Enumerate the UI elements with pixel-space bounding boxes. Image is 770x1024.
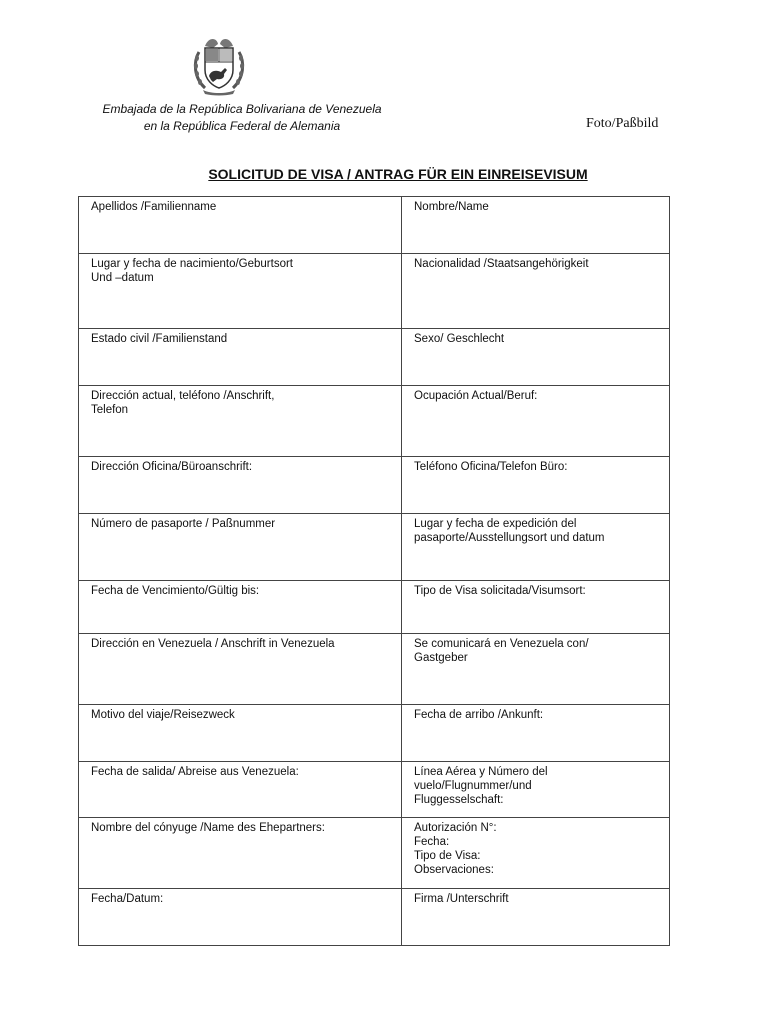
table-row <box>79 254 670 329</box>
form-field-date[interactable] <box>79 889 402 946</box>
table-row <box>79 634 670 705</box>
form-field-departure-date[interactable] <box>79 762 402 818</box>
form-field-occupation[interactable] <box>402 386 670 457</box>
field-label: Telefon <box>91 404 129 416</box>
field-label: Fecha: <box>414 836 450 848</box>
form-field-visa-type[interactable] <box>402 581 670 634</box>
form-field-signature[interactable] <box>402 889 670 946</box>
field-label: Número de pasaporte / Paßnummer <box>91 518 276 530</box>
field-label: Teléfono Oficina/Telefon Büro: <box>414 461 568 473</box>
form-field-passport-number[interactable] <box>79 514 402 581</box>
form-field-expiry-date[interactable] <box>79 581 402 634</box>
field-label: Nombre/Name <box>414 201 489 213</box>
form-field-current-address[interactable] <box>79 386 402 457</box>
embassy-line-1: Embajada de la República Bolivariana de Venezuela <box>102 102 382 116</box>
field-label: Fecha de arribo /Ankunft: <box>414 709 544 721</box>
coat-of-arms-icon <box>191 32 247 96</box>
field-label: pasaporte/Ausstellungsort und datum <box>414 532 605 544</box>
form-title: SOLICITUD DE VISA / ANTRAG FÜR EIN EINREISEVISUM <box>208 166 588 182</box>
embassy-heading <box>82 101 402 135</box>
field-label: Dirección actual, teléfono /Anschrift, <box>91 390 275 402</box>
field-label: Gastgeber <box>414 652 468 664</box>
field-label: Fecha/Datum: <box>91 893 164 905</box>
form-field-venezuela-address[interactable] <box>79 634 402 705</box>
field-label: Fecha de Vencimiento/Gültig bis: <box>91 585 260 597</box>
photo-label: Foto/Paßbild <box>586 116 659 131</box>
form-field-nationality[interactable] <box>402 254 670 329</box>
field-label: Dirección en Venezuela / Anschrift in Venezuela <box>91 638 335 650</box>
form-field-sex[interactable] <box>402 329 670 386</box>
form-field-birth-place-date[interactable] <box>79 254 402 329</box>
field-label: Lugar y fecha de expedición del <box>414 518 577 530</box>
field-label: Dirección Oficina/Büroanschrift: <box>91 461 253 473</box>
table-row <box>79 705 670 762</box>
field-label: Tipo de Visa: <box>414 850 481 862</box>
form-field-arrival-date[interactable] <box>402 705 670 762</box>
table-row <box>79 762 670 818</box>
field-label: Ocupación Actual/Beruf: <box>414 390 538 402</box>
form-field-surname[interactable] <box>79 197 402 254</box>
visa-application-form <box>78 196 670 946</box>
table-row <box>79 197 670 254</box>
form-field-airline-flight[interactable] <box>402 762 670 818</box>
field-label: Lugar y fecha de nacimiento/Geburtsort <box>91 258 294 270</box>
field-label: Autorización N°: <box>414 822 497 834</box>
field-label: Tipo de Visa solicitada/Visumsort: <box>414 585 586 597</box>
table-row <box>79 889 670 946</box>
field-label: Motivo del viaje/Reisezweck <box>91 709 235 721</box>
field-label: Nombre del cónyuge /Name des Ehepartners: <box>91 822 325 834</box>
form-field-office-phone[interactable] <box>402 457 670 514</box>
field-label: Apellidos /Familienname <box>91 201 217 213</box>
table-row <box>79 514 670 581</box>
table-row <box>79 457 670 514</box>
embassy-line-2: en la República Federal de Alemania <box>143 119 341 133</box>
field-label: Sexo/ Geschlecht <box>414 333 505 345</box>
form-field-passport-issue[interactable] <box>402 514 670 581</box>
table-row <box>79 386 670 457</box>
form-field-name[interactable] <box>402 197 670 254</box>
field-label: Fecha de salida/ Abreise aus Venezuela: <box>91 766 299 778</box>
field-label: Estado civil /Familienstand <box>91 333 228 345</box>
table-row <box>79 818 670 889</box>
form-field-spouse-name[interactable] <box>79 818 402 889</box>
field-label: Observaciones: <box>414 864 494 876</box>
field-label: Línea Aérea y Número del vuelo/Flugnummer/und <box>414 766 548 792</box>
form-field-office-address[interactable] <box>79 457 402 514</box>
field-label: Firma /Unterschrift <box>414 893 509 905</box>
field-label: Und –datum <box>91 272 154 284</box>
form-field-travel-purpose[interactable] <box>79 705 402 762</box>
field-label: Fluggesselschaft: <box>414 794 504 806</box>
form-field-host-contact[interactable] <box>402 634 670 705</box>
field-label: Nacionalidad /Staatsangehörigkeit <box>414 258 589 270</box>
form-field-marital-status[interactable] <box>79 329 402 386</box>
table-row <box>79 581 670 634</box>
field-label: Se comunicará en Venezuela con/ <box>414 638 589 650</box>
form-field-official-use[interactable] <box>402 818 670 889</box>
table-row <box>79 329 670 386</box>
